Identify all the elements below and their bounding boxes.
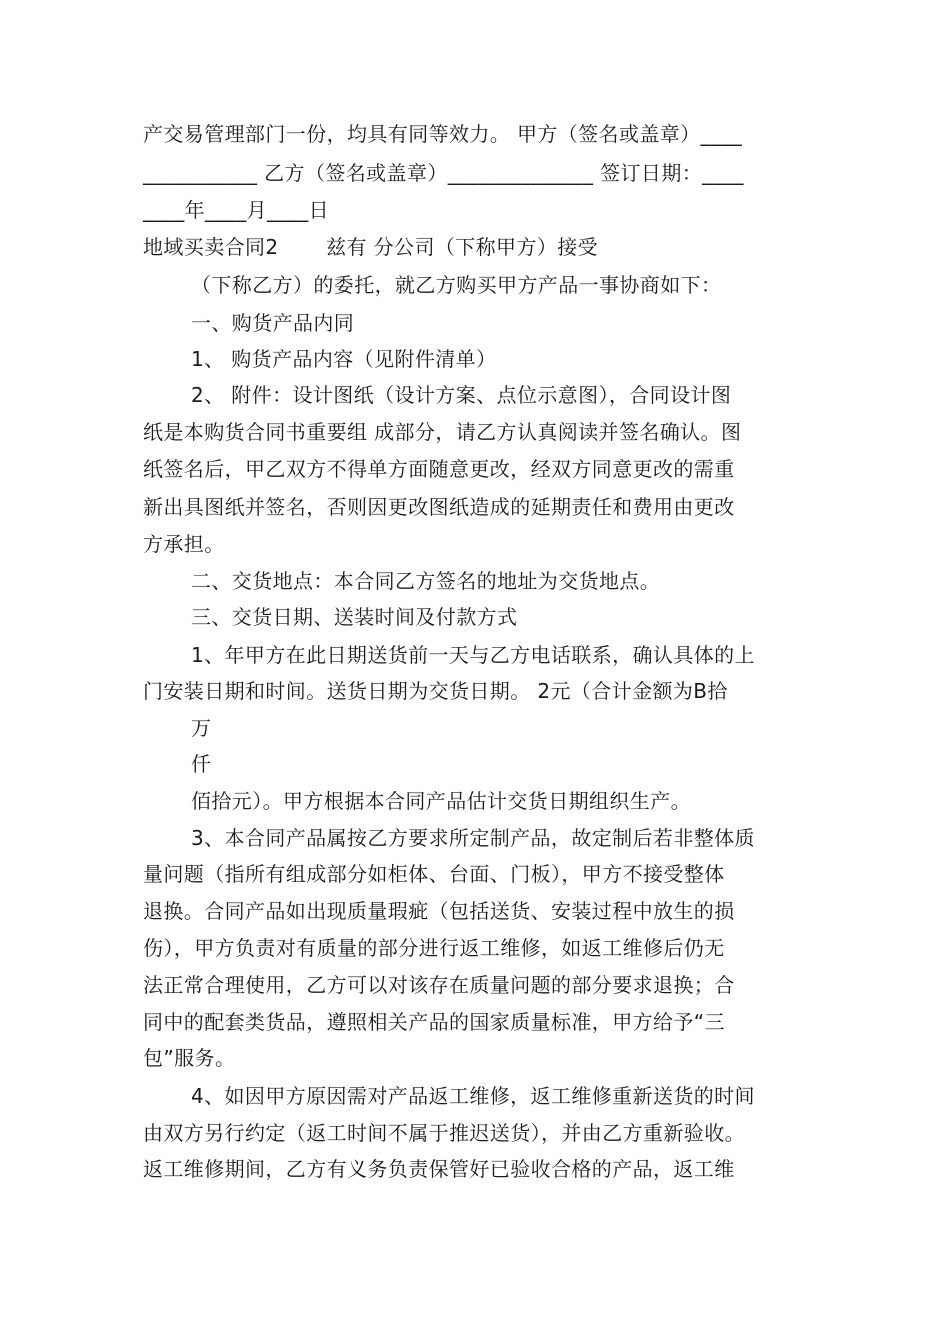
- text-line: 门安装日期和时间。送货日期为交货日期。 2元（合计金额为B拾: [143, 679, 728, 703]
- text-line: 纸是本购货合同书重要组 成部分，请乙方认真阅读并签名确认。图: [143, 420, 742, 444]
- text-line: 返工维修期间，乙方有义务负责保管好已验收合格的产品，返工维: [143, 1157, 735, 1181]
- text-line: 包”服务。: [143, 1046, 236, 1070]
- text-line: ____年____月____日: [143, 198, 329, 222]
- text-line: 万: [191, 716, 212, 740]
- text-line: （下称乙方）的委托，就乙方购买甲方产品一事协商如下：: [191, 273, 722, 297]
- section-heading: 二、交货地点：本合同乙方签名的地址为交货地点。: [191, 569, 661, 593]
- text-line: 3、本合同产品属按乙方要求所定制产品，故定制后若非整体质: [191, 826, 755, 850]
- text-line: 退换。合同产品如出现质量瑕疵（包括送货、安装过程中放生的损: [143, 899, 735, 923]
- text-line: 仟: [191, 752, 212, 776]
- section-heading: 一、购货产品内同: [191, 311, 355, 335]
- text-line: 量问题（指所有组成部分如柜体、台面、门板），甲方不接受整体: [143, 862, 725, 886]
- text-line: 4、如因甲方原因需对产品返工维修，返工维修重新送货的时间: [191, 1084, 755, 1108]
- text-line: 由双方另行约定（返工时间不属于推迟送货），并由乙方重新验收。: [143, 1121, 745, 1145]
- section-heading: 三、交货日期、送装时间及付款方式: [191, 605, 518, 629]
- text-line: 产交易管理部门一份，均具有同等效力。 甲方（签名或盖章）____: [143, 122, 743, 146]
- text-line: 纸签名后，甲乙双方不得单方面随意更改，经双方同意更改的需重: [143, 457, 735, 481]
- text-line: 同中的配套类货品，遵照相关产品的国家质量标准，甲方给予“三: [143, 1010, 725, 1034]
- text-line: 法正常合理使用，乙方可以对该存在质量问题的部分要求退换；合: [143, 973, 735, 997]
- section-title: 地域买卖合同2 兹有 分公司（下称甲方）接受: [143, 235, 599, 259]
- text-line: 1、 购货产品内容（见附件清单）: [191, 347, 497, 371]
- text-line: 伤），甲方负责对有质量的部分进行返工维修，如返工维修后仍无: [143, 936, 725, 960]
- text-line: 新出具图纸并签名，否则因更改图纸造成的延期责任和费用由更改: [143, 495, 735, 519]
- text-line: 1、年甲方在此日期送货前一天与乙方电话联系，确认具体的上: [191, 643, 755, 667]
- text-line: 2、 附件：设计图纸（设计方案、点位示意图），合同设计图: [191, 383, 732, 407]
- text-line: 佰拾元）。甲方根据本合同产品估计交货日期组织生产。: [191, 789, 691, 813]
- text-line: 方承担。: [143, 532, 225, 556]
- text-line: ___________ 乙方（签名或盖章）______________ 签订日期：____: [143, 161, 744, 185]
